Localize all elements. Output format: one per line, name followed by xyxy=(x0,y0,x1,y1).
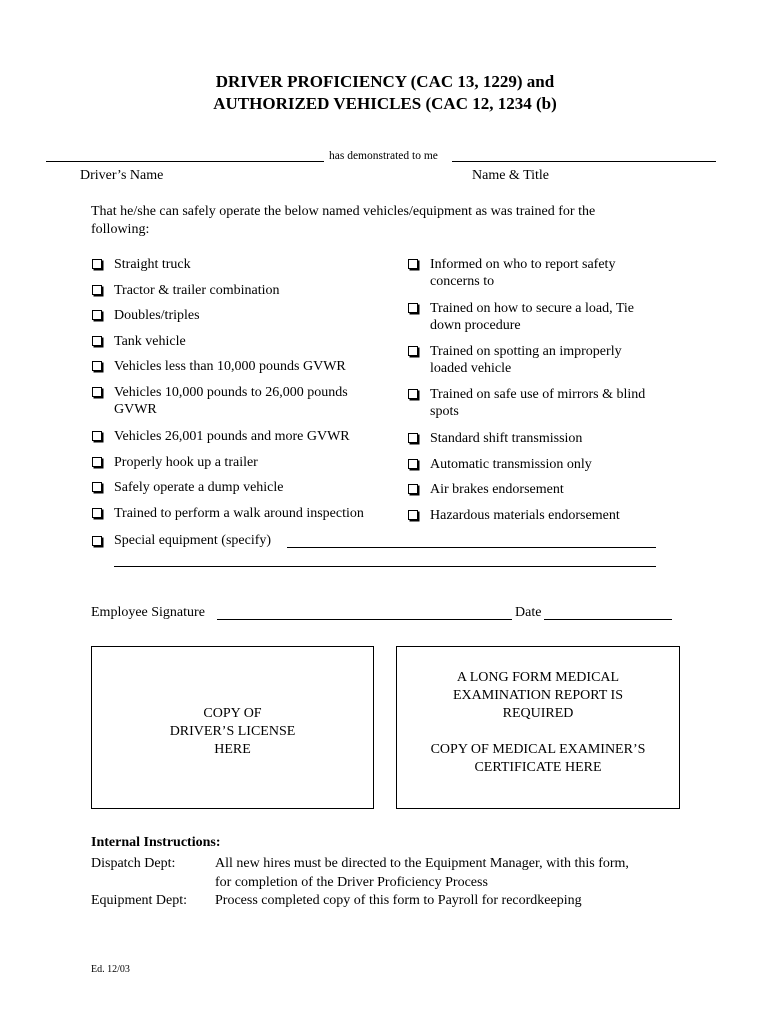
checkbox[interactable] xyxy=(92,387,102,397)
demonstrated-text: has demonstrated to me xyxy=(329,150,438,162)
item-label-continued: concerns to xyxy=(430,274,495,289)
trainer-name-title-line[interactable] xyxy=(452,161,716,162)
medical-box-line-1: A LONG FORM MEDICAL xyxy=(456,670,620,685)
item-label-continued: GVWR xyxy=(114,402,157,417)
dispatch-dept-label: Dispatch Dept: xyxy=(91,856,176,871)
item-label-continued: down procedure xyxy=(430,318,521,333)
item-label: Tractor & trailer combination xyxy=(114,283,280,298)
checklist-item xyxy=(430,507,620,524)
item-label: Trained on spotting an improperly xyxy=(430,344,622,359)
medical-box-line-5: CERTIFICATE HERE xyxy=(474,760,602,775)
checkbox[interactable] xyxy=(408,459,418,469)
dispatch-instruction-line-1: All new hires must be directed to the Equipment Manager, with this form, xyxy=(215,856,629,871)
equipment-dept-label: Equipment Dept: xyxy=(91,893,188,908)
license-box-line-1: COPY OF xyxy=(203,706,262,721)
driver-name-line[interactable] xyxy=(46,161,324,162)
checklist-item xyxy=(430,343,622,377)
checkbox[interactable] xyxy=(92,457,102,467)
item-label: Vehicles 10,000 pounds to 26,000 pounds xyxy=(114,385,348,400)
driver-name-label: Driver’s Name xyxy=(80,168,164,183)
medical-box-line-2: EXAMINATION REPORT IS xyxy=(452,688,624,703)
item-label: Tank vehicle xyxy=(114,334,186,349)
employee-signature-line[interactable] xyxy=(217,619,512,620)
item-label: Hazardous materials endorsement xyxy=(430,508,620,523)
checklist-item xyxy=(114,505,364,522)
item-label: Properly hook up a trailer xyxy=(114,455,258,470)
checklist-item xyxy=(114,479,283,496)
dispatch-instruction-line-2: for completion of the Driver Proficiency Process xyxy=(215,875,488,890)
medical-box-line-4: COPY OF MEDICAL EXAMINER’S xyxy=(430,742,646,757)
edition-label: Ed. 12/03 xyxy=(91,964,130,975)
checkbox[interactable] xyxy=(408,484,418,494)
checklist-item xyxy=(114,454,258,471)
item-label: Air brakes endorsement xyxy=(430,482,564,497)
special-equipment-checkbox[interactable] xyxy=(92,536,102,546)
checklist-item xyxy=(114,428,350,445)
checkbox[interactable] xyxy=(92,508,102,518)
item-label: Straight truck xyxy=(114,257,191,272)
item-label-continued: loaded vehicle xyxy=(430,361,512,376)
checkbox[interactable] xyxy=(408,510,418,520)
checklist-item xyxy=(114,333,186,350)
item-label: Vehicles 26,001 pounds and more GVWR xyxy=(114,429,350,444)
item-label: Trained to perform a walk around inspection xyxy=(114,506,364,521)
intro-line-2: following: xyxy=(91,222,150,237)
checklist-item xyxy=(114,384,348,418)
checkbox[interactable] xyxy=(408,303,418,313)
item-label: Informed on who to report safety xyxy=(430,257,616,272)
date-label: Date xyxy=(515,605,542,620)
checklist-item xyxy=(430,481,564,498)
license-box-line-2: DRIVER’S LICENSE xyxy=(169,724,296,739)
form-title-line-2: AUTHORIZED VEHICLES (CAC 12, 1234 (b) xyxy=(213,94,557,113)
checkbox[interactable] xyxy=(92,259,102,269)
checkbox[interactable] xyxy=(408,259,418,269)
form-title-line-1: DRIVER PROFICIENCY (CAC 13, 1229) and xyxy=(215,72,555,91)
drivers-license-box xyxy=(91,646,374,809)
medical-box-line-3: REQUIRED xyxy=(502,706,574,721)
special-equipment-label: Special equipment (specify) xyxy=(114,533,272,548)
checkbox[interactable] xyxy=(92,336,102,346)
item-label-continued: spots xyxy=(430,404,459,419)
license-box-line-3: HERE xyxy=(214,742,251,757)
checkbox[interactable] xyxy=(408,433,418,443)
intro-line-1: That he/she can safely operate the below named vehicles/equipment as was trained for the xyxy=(91,204,596,219)
item-label: Automatic transmission only xyxy=(430,457,592,472)
date-line[interactable] xyxy=(544,619,672,620)
special-equipment-line-1[interactable] xyxy=(287,547,656,548)
item-label: Vehicles less than 10,000 pounds GVWR xyxy=(114,359,346,374)
checkbox[interactable] xyxy=(408,346,418,356)
special-equipment-line-2[interactable] xyxy=(114,566,656,567)
checklist-item xyxy=(114,307,200,324)
item-label: Trained on safe use of mirrors & blind xyxy=(430,387,646,402)
item-label: Safely operate a dump vehicle xyxy=(114,480,284,495)
item-label: Doubles/triples xyxy=(114,308,200,323)
checklist-item xyxy=(430,256,615,290)
checkbox[interactable] xyxy=(92,431,102,441)
equipment-instruction-line: Process completed copy of this form to Payroll for recordkeeping xyxy=(215,893,582,908)
checklist-item xyxy=(430,386,645,420)
checkbox[interactable] xyxy=(92,310,102,320)
checklist-item xyxy=(114,256,191,273)
checkbox[interactable] xyxy=(92,285,102,295)
checkbox[interactable] xyxy=(408,389,418,399)
checklist-item xyxy=(430,430,582,447)
checklist-item xyxy=(114,358,346,375)
checkbox[interactable] xyxy=(92,482,102,492)
checklist-item xyxy=(114,282,280,299)
name-title-label: Name & Title xyxy=(472,168,550,183)
checklist-item xyxy=(430,300,634,334)
item-label: Trained on how to secure a load, Tie xyxy=(430,301,635,316)
instructions-heading: Internal Instructions: xyxy=(91,835,221,850)
checkbox[interactable] xyxy=(92,361,102,371)
checklist-item xyxy=(430,456,592,473)
employee-signature-label: Employee Signature xyxy=(91,605,205,620)
item-label: Standard shift transmission xyxy=(430,431,583,446)
medical-certificate-box xyxy=(396,646,680,809)
